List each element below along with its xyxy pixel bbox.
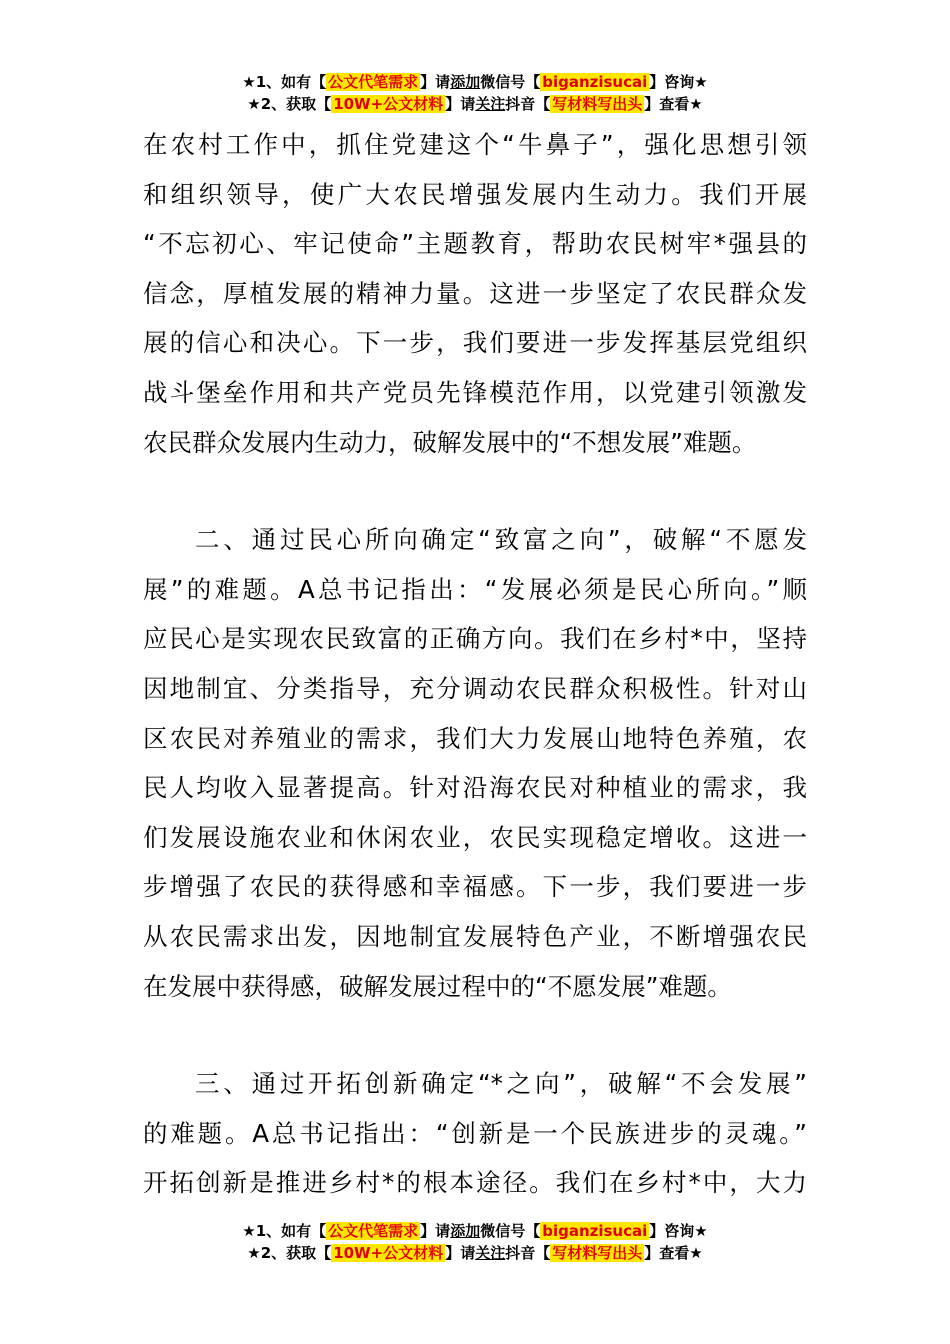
banner-text: 】咨询★ xyxy=(649,1222,708,1240)
banner-text: 微信号【 xyxy=(480,73,541,91)
text-line: 民人均收入显著提高。针对沿海农民对种植业的需求，我 xyxy=(143,773,807,803)
banner-text: ★1、如有【 xyxy=(242,1222,327,1240)
paragraph xyxy=(143,515,807,1011)
banner-highlight: 10W+公文材料 xyxy=(333,95,444,113)
text-line: 从农民需求出发，因地制宜发展特色产业，不断增强农民 xyxy=(143,921,807,951)
banner-line-2 xyxy=(0,93,950,115)
banner-text: 】查看★ xyxy=(644,95,703,113)
banner-text: 】查看★ xyxy=(644,1244,703,1262)
banner-underlined: 关注 xyxy=(475,95,506,113)
text-line: 们发展设施农业和休闲农业，农民实现稳定增收。这进一 xyxy=(143,822,807,852)
text-line: 农民群众发展内生动力，破解发展中的“不想发展”难题。 xyxy=(143,427,757,457)
text-line: 和组织领导，使广大农民增强发展内生动力。我们开展 xyxy=(143,179,807,209)
text-line: 因地制宜、分类指导，充分调动农民群众积极性。针对山 xyxy=(143,673,807,703)
text-line: 展”的难题。A总书记指出：“发展必须是民心所向。”顺 xyxy=(143,574,807,604)
text-line: 开拓创新是推进乡村*的根本途径。我们在乡村*中，大力 xyxy=(143,1168,807,1198)
text-line: 信念，厚植发展的精神力量。这进一步坚定了农民群众发 xyxy=(143,278,807,308)
header-banner xyxy=(0,71,950,115)
banner-text: ★2、获取【 xyxy=(247,95,332,113)
text-line: 区农民对养殖业的需求，我们大力发展山地特色养殖，农 xyxy=(143,723,807,753)
text-line: “不忘初心、牢记使命”主题教育，帮助农民树牢*强县的 xyxy=(143,229,807,259)
footer-banner xyxy=(0,1220,950,1264)
banner-text: ★2、获取【 xyxy=(247,1244,332,1262)
banner-text: ★1、如有【 xyxy=(242,73,327,91)
banner-text: 】请 xyxy=(420,1222,451,1240)
text-line: 在农村工作中，抓住党建这个“牛鼻子”，强化思想引领 xyxy=(143,130,807,159)
text-line: 战斗堡垒作用和共产党员先锋模范作用，以党建引领激发 xyxy=(143,377,807,407)
banner-highlight: 写材料写出头 xyxy=(552,95,643,113)
document-body xyxy=(143,120,807,1208)
section-heading-line: 三、通过开拓创新确定“*之向”，破解“不会发展” xyxy=(195,1069,807,1099)
banner-text: 】请 xyxy=(420,73,451,91)
paragraph xyxy=(143,120,807,467)
banner-text: 】请 xyxy=(445,95,476,113)
text-line: 在发展中获得感，破解发展过程中的“不愿发展”难题。 xyxy=(143,971,732,1001)
paragraph xyxy=(143,1059,807,1208)
banner-line-1 xyxy=(0,1220,950,1242)
text-line: 的难题。A总书记指出：“创新是一个民族进步的灵魂。” xyxy=(143,1118,807,1148)
banner-highlight: 10W+公文材料 xyxy=(333,1244,444,1262)
text-line: 应民心是实现农民致富的正确方向。我们在乡村*中，坚持 xyxy=(143,624,807,654)
banner-underlined: 关注 xyxy=(475,1244,506,1262)
text-line: 展的信心和决心。下一步，我们要进一步发挥基层党组织 xyxy=(143,328,807,358)
banner-highlight: 公文代笔需求 xyxy=(328,1222,419,1240)
banner-text: 抖音【 xyxy=(505,95,551,113)
banner-underlined: 添加 xyxy=(450,73,481,91)
banner-text: 】请 xyxy=(445,1244,476,1262)
banner-underlined: 添加 xyxy=(450,1222,481,1240)
section-heading-line: 二、通过民心所向确定“致富之向”，破解“不愿发 xyxy=(195,525,807,555)
banner-highlight: biganzisucai xyxy=(542,73,648,91)
banner-highlight: 公文代笔需求 xyxy=(328,73,419,91)
banner-text: 抖音【 xyxy=(505,1244,551,1262)
banner-line-2 xyxy=(0,1242,950,1264)
banner-line-1 xyxy=(0,71,950,93)
banner-text: 】咨询★ xyxy=(649,73,708,91)
banner-text: 微信号【 xyxy=(480,1222,541,1240)
banner-highlight: biganzisucai xyxy=(542,1222,648,1240)
text-line: 步增强了农民的获得感和幸福感。下一步，我们要进一步 xyxy=(143,872,807,902)
banner-highlight: 写材料写出头 xyxy=(552,1244,643,1262)
